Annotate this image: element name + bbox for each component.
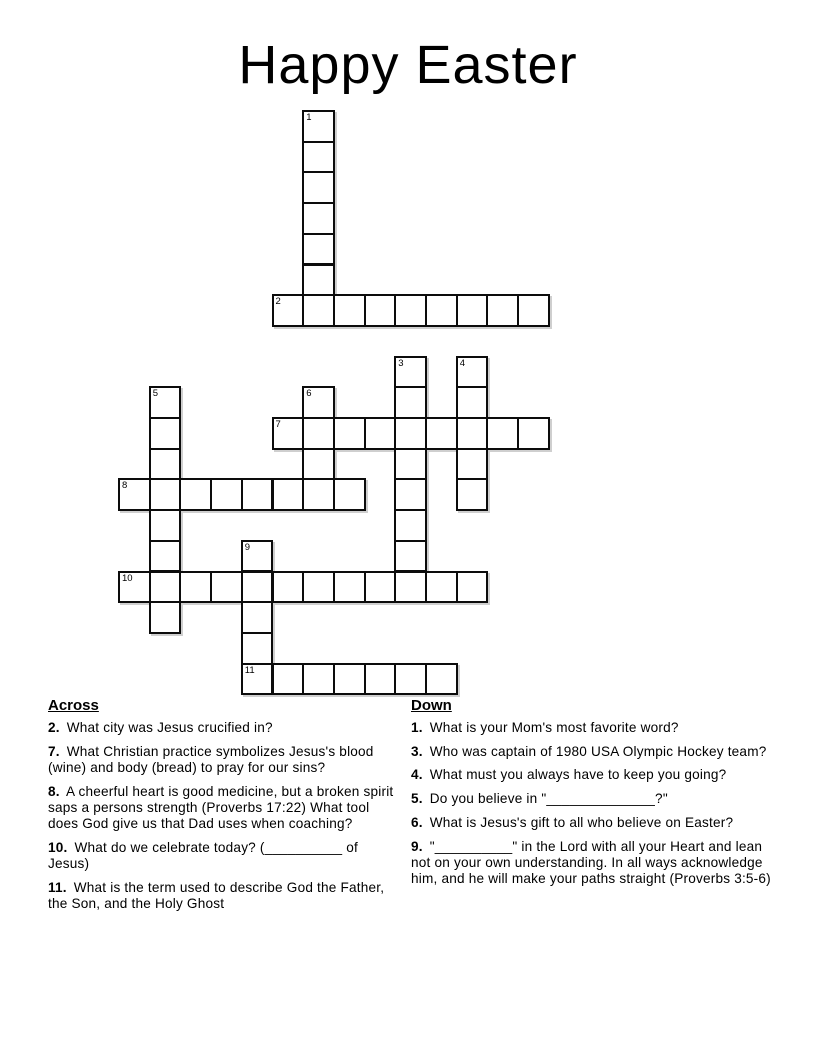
grid-cell[interactable] xyxy=(394,294,427,327)
grid-cell[interactable] xyxy=(364,571,397,604)
clue-item-down-4: 4. What must you always have to keep you going? xyxy=(411,767,727,783)
grid-cell[interactable] xyxy=(179,571,212,604)
down-heading: Down xyxy=(411,697,452,714)
puzzle-title: Happy Easter xyxy=(238,35,578,95)
grid-cell[interactable] xyxy=(394,448,427,481)
grid-cell[interactable] xyxy=(456,356,489,389)
grid-cell[interactable] xyxy=(118,478,151,511)
grid-cell[interactable] xyxy=(272,478,305,511)
clues-section xyxy=(48,697,788,920)
cell-number: 7 xyxy=(275,419,281,430)
grid-cell[interactable] xyxy=(517,417,550,450)
grid-cell[interactable] xyxy=(394,663,427,696)
grid-cell[interactable] xyxy=(241,540,274,573)
grid-cell[interactable] xyxy=(179,478,212,511)
grid-cell[interactable] xyxy=(272,294,305,327)
grid-cell[interactable] xyxy=(302,478,335,511)
grid-cell[interactable] xyxy=(241,663,274,696)
clue-number: 9. xyxy=(411,838,423,854)
grid-cell[interactable] xyxy=(456,386,489,419)
crossword-grid xyxy=(118,110,550,696)
grid-cell[interactable] xyxy=(241,632,274,665)
clue-number: 11. xyxy=(48,879,67,895)
grid-cell[interactable] xyxy=(118,571,151,604)
clue-item-down-6: 6. What is Jesus's gift to all who believe on Easter? xyxy=(411,814,734,830)
grid-cell[interactable] xyxy=(149,478,182,511)
cell-number: 9 xyxy=(244,541,251,553)
grid-cell[interactable] xyxy=(241,571,274,604)
grid-cell[interactable] xyxy=(486,294,519,327)
grid-cell[interactable] xyxy=(302,571,335,604)
clue-item-down-1: 1. What is your Mom's most favorite word? xyxy=(411,720,679,735)
grid-cell[interactable] xyxy=(302,386,335,419)
down-clue-list xyxy=(411,720,783,887)
grid-cell[interactable] xyxy=(272,571,305,604)
cell-number: 2 xyxy=(275,296,281,308)
across-heading: Across xyxy=(48,697,99,714)
grid-cell[interactable] xyxy=(394,356,427,389)
clue-item-across-10: 10. What do we celebrate today? (__________ of Jesus) xyxy=(48,839,358,871)
grid-cell[interactable] xyxy=(302,417,335,450)
grid-cell[interactable] xyxy=(302,110,335,143)
grid-cell[interactable] xyxy=(149,448,182,481)
grid-cell[interactable] xyxy=(302,264,335,297)
cell-number: 6 xyxy=(306,388,312,400)
clue-number: 7. xyxy=(48,743,60,759)
grid-cell[interactable] xyxy=(456,294,489,327)
cell-number: 10 xyxy=(122,572,133,584)
grid-cell[interactable] xyxy=(333,663,366,696)
grid-cell[interactable] xyxy=(364,417,397,450)
grid-cell[interactable] xyxy=(394,509,427,542)
clue-item-across-2: 2. What city was Jesus crucified in? xyxy=(48,720,273,735)
grid-cell[interactable] xyxy=(394,571,427,604)
cell-number: 3 xyxy=(398,357,404,369)
grid-cell[interactable] xyxy=(302,294,335,327)
grid-cell[interactable] xyxy=(394,386,427,419)
clue-item-down-9: 9. "__________" in the Lord with all your Heart and lean not on your own understanding. In all ways acknowledge him, and he will make your paths straight (Proverbs 3:5-6) xyxy=(411,838,771,886)
grid-cell[interactable] xyxy=(394,417,427,450)
grid-cell[interactable] xyxy=(149,417,182,450)
cell-number: 1 xyxy=(306,112,312,123)
clue-number: 6. xyxy=(411,814,423,830)
clue-number: 4. xyxy=(411,767,423,783)
grid-cell[interactable] xyxy=(333,417,366,450)
across-clue-list xyxy=(48,720,400,912)
clue-number: 8. xyxy=(48,783,60,799)
grid-cell[interactable] xyxy=(272,663,305,696)
grid-cell[interactable] xyxy=(456,448,489,481)
grid-cell[interactable] xyxy=(425,294,458,327)
clue-item-across-11: 11. What is the term used to describe God the Father, the Son, and the Holy Ghost xyxy=(48,879,385,911)
grid-cell[interactable] xyxy=(210,478,243,511)
grid-cell[interactable] xyxy=(333,571,366,604)
grid-cell[interactable] xyxy=(394,478,427,511)
grid-cell[interactable] xyxy=(302,233,335,266)
cell-number: 4 xyxy=(459,357,465,369)
clue-number: 2. xyxy=(48,720,60,735)
clue-number: 3. xyxy=(411,743,423,759)
cell-number: 8 xyxy=(122,480,128,492)
grid-cell[interactable] xyxy=(333,478,366,511)
clue-item-across-7: 7. What Christian practice symbolizes Jesus's blood (wine) and body (bread) to pray for our sins? xyxy=(48,743,374,775)
cell-number: 5 xyxy=(152,388,158,400)
down-clues xyxy=(411,697,783,920)
cell-number: 11 xyxy=(244,664,255,676)
clue-item-down-5: 5. Do you believe in "______________?" xyxy=(411,791,668,807)
grid-cell[interactable] xyxy=(149,509,182,542)
grid-cell[interactable] xyxy=(517,294,550,327)
across-clues xyxy=(48,697,400,920)
grid-cell[interactable] xyxy=(302,141,335,174)
grid-cell[interactable] xyxy=(302,448,335,481)
grid-cell[interactable] xyxy=(364,294,397,327)
grid-cell[interactable] xyxy=(425,417,458,450)
grid-cell[interactable] xyxy=(149,540,182,573)
grid-cell[interactable] xyxy=(333,294,366,327)
grid-cell[interactable] xyxy=(149,386,182,419)
grid-cell[interactable] xyxy=(456,571,489,604)
clue-number: 1. xyxy=(411,720,423,735)
grid-cell[interactable] xyxy=(149,601,182,634)
grid-cell[interactable] xyxy=(364,663,397,696)
clue-number: 10. xyxy=(48,839,68,855)
grid-cell[interactable] xyxy=(486,417,519,450)
clue-number: 5. xyxy=(411,791,423,807)
grid-cell[interactable] xyxy=(272,417,305,450)
clue-item-across-8: 8. A cheerful heart is good medicine, but a broken spirit saps a persons strength (Proverbs 17:22) What tool does God give us that Dad uses when coaching? xyxy=(48,783,394,832)
grid-cell[interactable] xyxy=(456,478,489,511)
grid-cell[interactable] xyxy=(302,202,335,235)
grid-cell[interactable] xyxy=(241,601,274,634)
grid-cell[interactable] xyxy=(302,663,335,696)
grid-cell[interactable] xyxy=(302,171,335,204)
clue-item-down-3: 3. Who was captain of 1980 USA Olympic Hockey team? xyxy=(411,743,767,759)
grid-cell[interactable] xyxy=(149,571,182,604)
grid-cell[interactable] xyxy=(241,478,274,511)
grid-cell[interactable] xyxy=(394,540,427,573)
grid-cell[interactable] xyxy=(425,663,458,696)
grid-cell[interactable] xyxy=(425,571,458,604)
grid-cell[interactable] xyxy=(210,571,243,604)
grid-cell[interactable] xyxy=(456,417,489,450)
